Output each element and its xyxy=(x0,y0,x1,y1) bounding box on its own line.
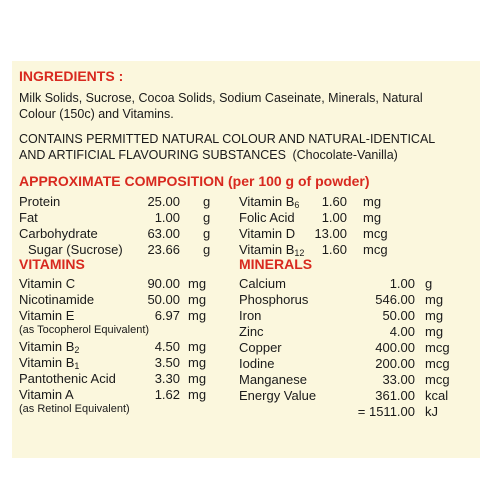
mineral-row-name xyxy=(239,372,307,387)
vitamin-row-unit: mg xyxy=(188,355,207,370)
mineral-row-unit: mcg xyxy=(425,340,450,355)
mineral-row-name xyxy=(239,340,282,355)
composition-right-row-name-subscript: 12 xyxy=(294,248,305,258)
composition-right-row-value: 13.00 xyxy=(314,226,347,241)
vitamin-row-name xyxy=(19,402,130,417)
mineral-row-name-text: Phosphorus xyxy=(239,292,309,307)
mineral-row-value: 1.00 xyxy=(389,276,415,291)
vitamin-row-name-text: Vitamin B xyxy=(19,355,75,370)
composition-left-row-value: 1.00 xyxy=(154,210,180,225)
flavour-text: (Chocolate-Vanilla) xyxy=(292,148,398,162)
vitamin-row-name xyxy=(19,292,94,307)
mineral-row-value: = 1511.00 xyxy=(357,404,415,419)
vitamin-row-name xyxy=(19,276,75,291)
minerals-heading: MINERALS xyxy=(239,256,313,272)
composition-right-row-name-subscript: 6 xyxy=(294,200,300,210)
mineral-row-value: 33.00 xyxy=(382,372,415,387)
composition-right-row-unit: mcg xyxy=(363,242,388,257)
vitamin-row-name-subscript: 2 xyxy=(74,345,80,355)
vitamin-row-value: 4.50 xyxy=(154,339,180,354)
vitamin-row-name-text: Vitamin C xyxy=(19,276,76,291)
composition-right-row-unit: mg xyxy=(363,210,382,225)
vitamin-row-value: 50.00 xyxy=(147,292,180,307)
composition-left-row-name-text: Sugar (Sucrose) xyxy=(28,242,123,257)
ingredients-line-1: Milk Solids, Sucrose, Cocoa Solids, Sodium Caseinate, Minerals, Natural xyxy=(19,91,423,105)
composition-right-row-name-text: Vitamin B xyxy=(239,242,295,257)
notice-line-2 xyxy=(19,147,398,163)
composition-heading: APPROXIMATE COMPOSITION (per 100 g of powder) xyxy=(19,173,370,189)
mineral-row-name xyxy=(239,356,274,371)
mineral-row-name xyxy=(239,292,308,307)
vitamin-row-unit: mg xyxy=(188,387,207,402)
mineral-row-name xyxy=(239,324,264,339)
composition-left-row-value: 25.00 xyxy=(147,194,180,209)
ingredients-heading: INGREDIENTS : xyxy=(19,68,124,84)
composition-left-row-unit: g xyxy=(203,194,211,209)
mineral-row-unit: mg xyxy=(425,324,444,339)
mineral-row-value: 361.00 xyxy=(375,388,415,403)
mineral-row-name xyxy=(239,308,261,323)
composition-left-row-value: 63.00 xyxy=(147,226,180,241)
mineral-row-name-text: Energy Value xyxy=(239,388,317,403)
composition-right-row-unit: mcg xyxy=(363,226,388,241)
mineral-row-value: 200.00 xyxy=(375,356,415,371)
vitamin-row-unit: mg xyxy=(188,276,207,291)
mineral-row-value: 4.00 xyxy=(389,324,415,339)
vitamin-row-name xyxy=(19,323,149,338)
composition-left-row-name xyxy=(19,210,38,225)
mineral-row-name-text: Iodine xyxy=(239,356,275,371)
vitamin-row-value: 6.97 xyxy=(154,308,180,323)
mineral-row-unit: mg xyxy=(425,292,444,307)
vitamin-row-name-text: Vitamin B xyxy=(19,339,75,354)
mineral-row-unit: mcg xyxy=(425,372,450,387)
mineral-row-value: 50.00 xyxy=(382,308,415,323)
vitamin-row-unit: mg xyxy=(188,339,207,354)
composition-right-row-name-text: Vitamin D xyxy=(239,226,296,241)
mineral-row-name-text: Zinc xyxy=(239,324,264,339)
mineral-row-name-text: Calcium xyxy=(239,276,286,291)
mineral-row-unit: g xyxy=(425,276,433,291)
composition-left-row-name-text: Fat xyxy=(19,210,38,225)
vitamin-row-value: 3.30 xyxy=(154,371,180,386)
composition-right-row-unit: mg xyxy=(363,194,382,209)
composition-left-row-name xyxy=(19,194,60,209)
composition-right-row-value: 1.60 xyxy=(321,242,347,257)
mineral-row-name xyxy=(239,388,316,403)
vitamin-row-unit: mg xyxy=(188,308,207,323)
vitamin-row-value: 90.00 xyxy=(147,276,180,291)
vitamin-row-name xyxy=(19,387,74,402)
notice-line-2-text: AND ARTIFICIAL FLAVOURING SUBSTANCES xyxy=(19,148,286,162)
mineral-row-name-text: Iron xyxy=(239,308,262,323)
mineral-row-unit: kcal xyxy=(425,388,449,403)
composition-left-row-name xyxy=(19,226,98,241)
composition-left-row-unit: g xyxy=(203,226,211,241)
vitamin-row-name-text: Vitamin A xyxy=(19,387,74,402)
mineral-row-unit: mg xyxy=(425,308,444,323)
vitamin-row-name-text: (as Retinol Equivalent) xyxy=(19,403,130,415)
mineral-row-name-text: Manganese xyxy=(239,372,307,387)
composition-right-row-name-text: Vitamin B xyxy=(239,194,295,209)
composition-left-row-name-text: Carbohydrate xyxy=(19,226,98,241)
mineral-row-value: 546.00 xyxy=(375,292,415,307)
mineral-row-name xyxy=(239,276,286,291)
vitamin-row-name xyxy=(19,308,74,323)
vitamin-row-unit: mg xyxy=(188,371,207,386)
composition-left-row-unit: g xyxy=(203,210,211,225)
mineral-row-unit: kJ xyxy=(425,404,438,419)
vitamin-row-value: 1.62 xyxy=(154,387,180,402)
composition-left-row-value: 23.66 xyxy=(147,242,180,257)
mineral-row-unit: mcg xyxy=(425,356,450,371)
vitamin-row-name-subscript: 1 xyxy=(74,361,80,371)
vitamins-heading: VITAMINS xyxy=(19,256,85,272)
vitamin-row-name-text: Nicotinamide xyxy=(19,292,95,307)
composition-right-row-value: 1.60 xyxy=(321,194,347,209)
vitamin-row-name-text: Pantothenic Acid xyxy=(19,371,116,386)
ingredients-line-2: Colour (150c) and Vitamins. xyxy=(19,107,174,121)
notice-line-1: CONTAINS PERMITTED NATURAL COLOUR AND NATURAL-IDENTICAL xyxy=(19,132,436,146)
vitamin-row-name-text: (as Tocopherol Equivalent) xyxy=(19,324,150,336)
mineral-row-value: 400.00 xyxy=(375,340,415,355)
composition-right-row-name-text: Folic Acid xyxy=(239,210,295,225)
vitamin-row-unit: mg xyxy=(188,292,207,307)
vitamin-row-name-text: Vitamin E xyxy=(19,308,75,323)
composition-left-row-unit: g xyxy=(203,242,211,257)
composition-right-row-value: 1.00 xyxy=(321,210,347,225)
vitamin-row-value: 3.50 xyxy=(154,355,180,370)
composition-left-row-name-text: Protein xyxy=(19,194,61,209)
mineral-row-name-text: Copper xyxy=(239,340,282,355)
